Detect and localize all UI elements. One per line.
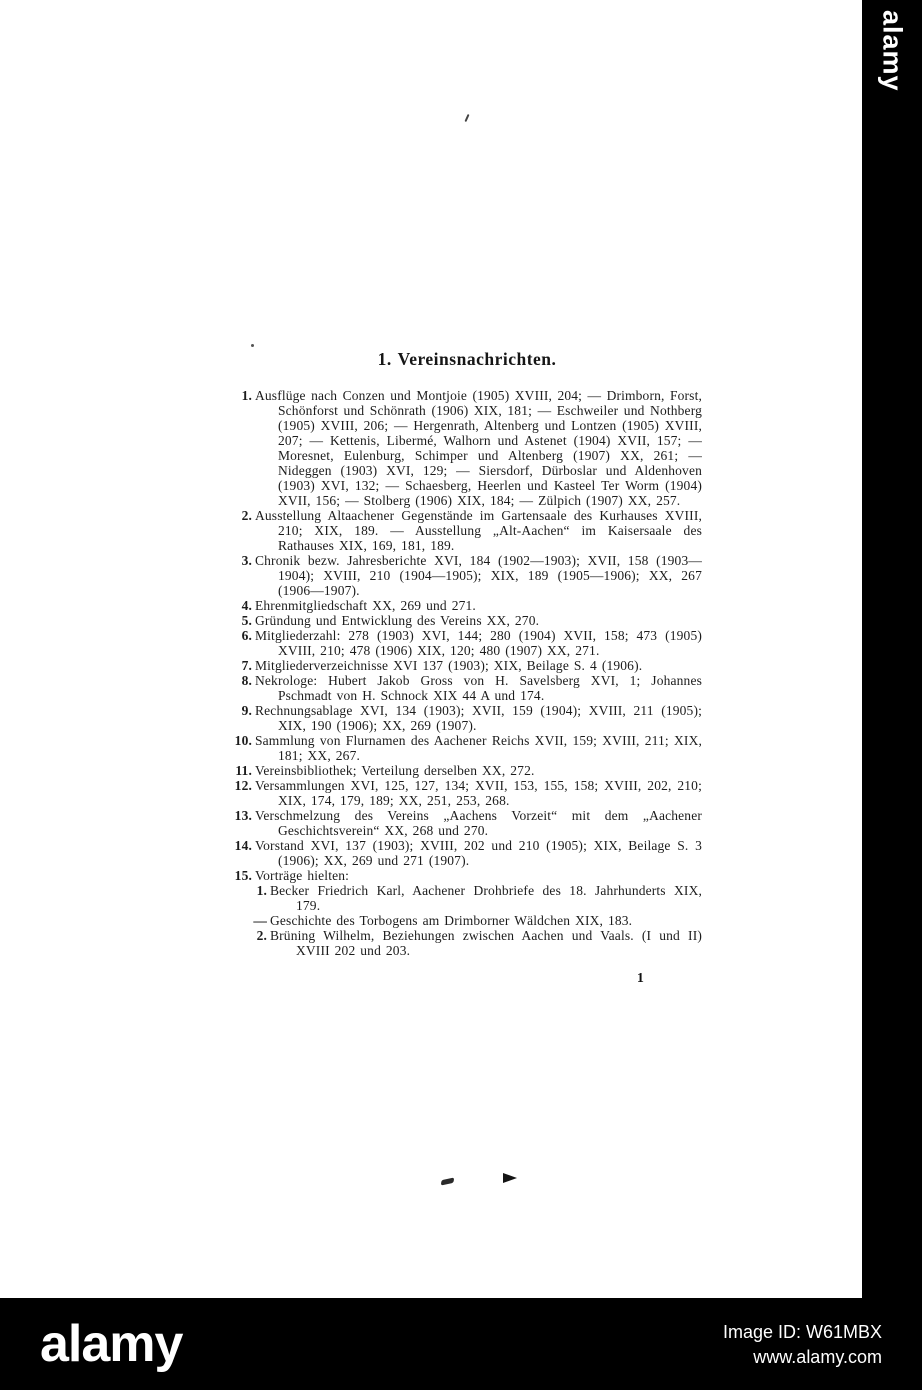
lecture-entry-dash xyxy=(232,913,702,928)
index-entry-3 xyxy=(232,553,702,598)
entry-number: 11. xyxy=(235,763,252,778)
entry-number: 1. xyxy=(256,883,267,898)
index-entry-4 xyxy=(232,598,702,613)
entry-text: Versammlungen XVI, 125, 127, 134; XVII, 153, 155, 158; XVIII, 202, 210; XIX, 174, 179, 189; XX, 251, 253, 268. xyxy=(255,778,702,808)
alamy-bottom-bar xyxy=(0,1298,922,1390)
index-entry-11 xyxy=(232,763,702,778)
page-number: 1 xyxy=(636,971,644,986)
entry-number: 6. xyxy=(241,628,252,643)
entry-number: 3. xyxy=(241,553,252,568)
lecture-entry-1 xyxy=(232,883,702,913)
entry-text: Ehrenmitgliedschaft XX, 269 und 271. xyxy=(255,598,476,613)
entry-text: Verschmelzung des Vereins „Aachens Vorzeit“ mit dem „Aachener Geschichtsverein“ XX, 268 und 270. xyxy=(255,808,702,838)
entry-number: 5. xyxy=(241,613,252,628)
index-entry-10 xyxy=(232,733,702,763)
index-entry-5 xyxy=(232,613,702,628)
index-entry-9 xyxy=(232,703,702,733)
index-entry-1 xyxy=(232,388,702,508)
entry-text: Gründung und Entwicklung des Vereins XX, 270. xyxy=(255,613,540,628)
index-entry-14 xyxy=(232,838,702,868)
entry-text: Rechnungsablage XVI, 134 (1903); XVII, 159 (1904); XVIII, 211 (1905); XIX, 190 (1906); XX, 269 (1907). xyxy=(255,703,702,733)
entry-number: 4. xyxy=(241,598,252,613)
entry-number: 15. xyxy=(234,868,252,883)
scan-artifact xyxy=(251,344,254,347)
alamy-side-strip xyxy=(862,0,922,1298)
entry-text: Vorträge hielten: xyxy=(255,868,350,883)
entry-text: Geschichte des Torbogens am Drimborner Wäldchen XIX, 183. xyxy=(270,913,633,928)
entry-text: Brüning Wilhelm, Beziehungen zwischen Aachen und Vaals. (I und II) XVIII 202 und 203. xyxy=(270,928,702,958)
entry-dash: — xyxy=(253,913,267,928)
entry-text: Mitgliederzahl: 278 (1903) XVI, 144; 280 (1904) XVII, 158; 473 (1905) XVIII, 210; 478 (1906) XIX, 120; 480 (1907) XX, 271. xyxy=(255,628,702,658)
entry-text: Nekrologe: Hubert Jakob Gross von H. Savelsberg XVI, 1; Johannes Pschmadt von H. Schnock XIX 44 A und 174. xyxy=(255,673,702,703)
alamy-logo-vertical: alamy xyxy=(877,10,908,92)
alamy-logo: alamy xyxy=(40,1315,183,1373)
entry-number: 1. xyxy=(241,388,252,403)
entry-text: Chronik bezw. Jahresberichte XVI, 184 (1902—1903); XVII, 158 (1903—1904); XVIII, 210 (1904—1905); XIX, 189 (1905—1906); XX, 267 (1906—1907). xyxy=(255,553,702,598)
entry-number: 2. xyxy=(256,928,267,943)
entry-number: 7. xyxy=(241,658,252,673)
entry-number: 12. xyxy=(234,778,252,793)
scan-artifact xyxy=(464,114,469,122)
entry-number: 14. xyxy=(234,838,252,853)
entry-number: 9. xyxy=(241,703,252,718)
index-entry-13 xyxy=(232,808,702,838)
index-entry-7 xyxy=(232,658,702,673)
alamy-image-meta xyxy=(723,1323,882,1366)
entry-text: Sammlung von Flurnamen des Aachener Reichs XVII, 159; XVIII, 211; XIX, 181; XX, 267. xyxy=(255,733,702,763)
entry-number: 2. xyxy=(241,508,252,523)
index-entry-8 xyxy=(232,673,702,703)
entry-text: Ausstellung Altaachener Gegenstände im Gartensaale des Kurhauses XVIII, 210; XIX, 189. — Ausstellung „Alt-Aachen“ im Kaisersaale des Rathauses XIX, 169, 181, 189. xyxy=(255,508,702,553)
scan-artifact xyxy=(441,1178,454,1186)
index-entry-12 xyxy=(232,778,702,808)
index-entry-15 xyxy=(232,868,702,883)
entry-text: Vereinsbibliothek; Verteilung derselben XX, 272. xyxy=(255,763,535,778)
entry-text: Ausflüge nach Conzen und Montjoie (1905) XVIII, 204; — Drimborn, Forst, Schönforst und Schönrath (1906) XIX, 181; — Eschweiler und Nothberg (1905) XVIII, 206; — Hergenrath, Altenberg und Lontzen (1905) XVIII, 207; — Kettenis, Libermé, Walhorn und Astenet (1904) XVII, 157; — Moresnet, Eulenburg, Schimper und Altenberg (1907) XX, 261; — Nideggen (1903) XVI, 129; — Siersdorf, Dürboslar und Aldenhoven (1903) XVI, 132; — Schaesberg, Heerlen und Kasteel Ter Worm (1904) XVII, 156; — Stolberg (1906) XIX, 184; — Zülpich (1907) XX, 257. xyxy=(255,388,702,508)
entry-text: Vorstand XVI, 137 (1903); XVIII, 202 und 210 (1905); XIX, Beilage S. 3 (1906); XX, 269 und 271 (1907). xyxy=(255,838,702,868)
alamy-url: www.alamy.com xyxy=(753,1346,882,1367)
page-title: 1. Vereinsnachrichten. xyxy=(377,349,557,369)
lecture-entry-2 xyxy=(232,928,702,958)
entry-text: Mitgliederverzeichnisse XVI 137 (1903); XIX, Beilage S. 4 (1906). xyxy=(255,658,643,673)
entry-number: 13. xyxy=(234,808,252,823)
document-body xyxy=(232,349,702,986)
image-id-label: Image ID: W61MBX xyxy=(722,1321,882,1342)
index-entry-6 xyxy=(232,628,702,658)
entry-number: 8. xyxy=(241,673,252,688)
entry-number: 10. xyxy=(234,733,252,748)
index-entry-2 xyxy=(232,508,702,553)
entry-text: Becker Friedrich Karl, Aachener Drohbriefe des 18. Jahrhunderts XIX, 179. xyxy=(270,883,702,913)
scan-artifact xyxy=(503,1173,517,1183)
